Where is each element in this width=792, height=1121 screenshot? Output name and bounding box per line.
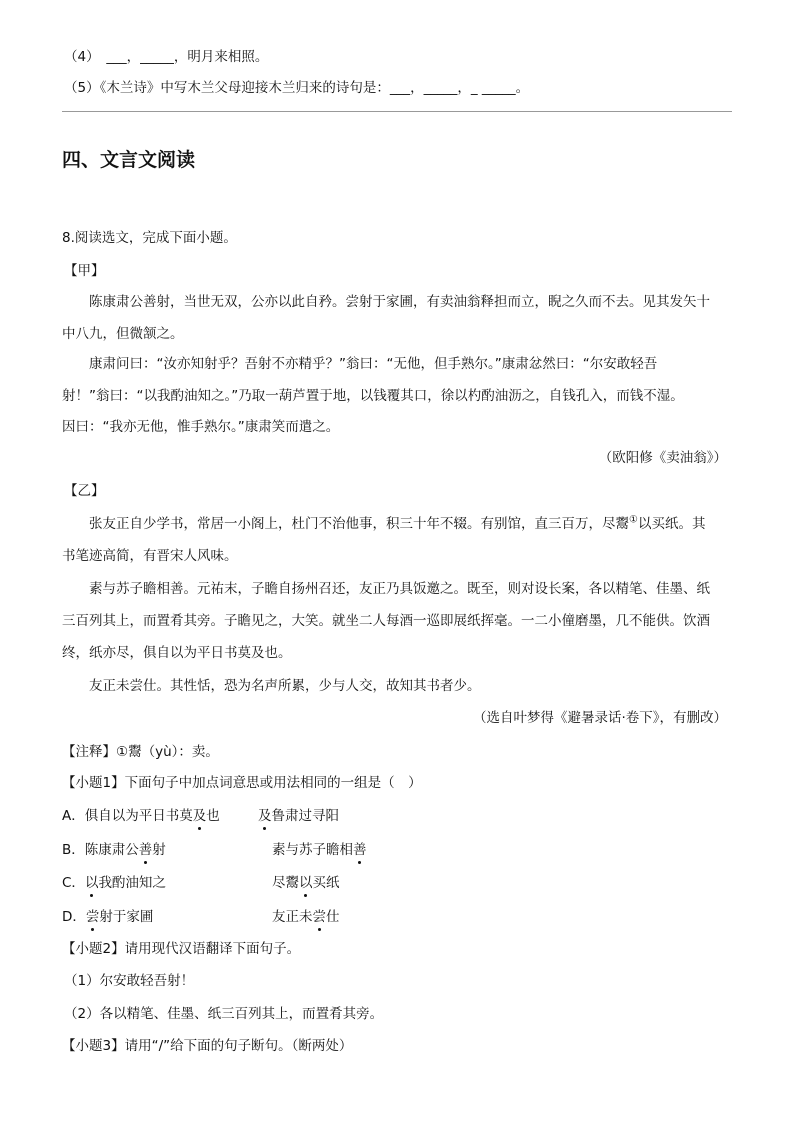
- passage-jia-source: （欧阳修《卖油翁》）: [598, 450, 727, 466]
- option-d-right: 友正未尝仕: [272, 909, 340, 925]
- section-title: 四、文言文阅读: [62, 149, 196, 171]
- passage-yi-line: 三百列其上，而置肴其旁。子瞻见之，大笑。就坐二人每酒一巡即展纸挥毫。一二小僮磨墨，几不能供。饮酒: [62, 613, 710, 629]
- fill-blank-item-4: （4） ___，_____，明月来相照。: [64, 49, 269, 65]
- passage-jia-line: 射！”翁曰：“以我酌油知之。”乃取一葫芦置于地，以钱覆其口，徐以杓酌油沥之，自钱孔入，而钱不湿。: [62, 388, 684, 404]
- passage-jia-line: 陈康肃公善射，当世无双，公亦以此自矜。尝射于家圃，有卖油翁释担而立，睨之久而不去。见其发矢十: [89, 294, 710, 310]
- passage-jia-label: 【甲】: [64, 263, 105, 279]
- question-intro: 8.阅读选文，完成下面小题。: [62, 230, 237, 246]
- passage-yi-source: （选自叶梦得《避暑录话·卷下》，有删改）: [472, 710, 727, 726]
- passage-yi-line: 张友正自少学书，常居一小阁上，杜门不治他事，积三十年不辍。有别馆，直三百万，尽鬻①以买纸。其: [89, 514, 706, 532]
- passage-yi-label: 【乙】: [64, 483, 105, 499]
- option-c: C．以我酌油知之: [62, 875, 166, 891]
- passage-yi-line: 友正未尝仕。其性恬，恐为名声所累，少与人交，故知其书者少。: [89, 678, 481, 694]
- option-c-right: 尽鬻以买纸: [272, 875, 340, 891]
- sub-question-3-stem: 【小题3】请用“/”给下面的句子断句。（断两处）: [62, 1038, 353, 1054]
- footnote-marker: ①: [629, 514, 638, 526]
- passage-yi-line: 素与苏子瞻相善。元祐末，子瞻自扬州召还，友正乃具饭邀之。既至，则对设长案，各以精笔、佳墨、纸: [89, 581, 710, 597]
- translation-item-1: （1）尔安敢轻吾射！: [64, 973, 195, 989]
- fill-blank-item-5: （5）《木兰诗》中写木兰父母迎接木兰归来的诗句是：___，_____，_ _____。: [64, 80, 530, 96]
- option-b-right: 素与苏子瞻相善: [272, 842, 367, 858]
- passage-jia-line: 因曰：“我亦无他，惟手熟尔。”康肃笑而遣之。: [62, 419, 340, 435]
- sub-question-1-stem: 【小题1】下面句子中加点词意思或用法相同的一组是（ ）: [62, 775, 422, 791]
- passage-yi-line: 书笔迹高简，有晋宋人风味。: [62, 548, 238, 564]
- passage-jia-line: 康肃问曰：“汝亦知射乎？吾射不亦精乎？”翁曰：“无他，但手熟尔。”康肃忿然曰：“尔安敢轻吾: [89, 356, 658, 372]
- section-divider: [62, 111, 732, 112]
- passage-yi-line: 终，纸亦尽，俱自以为平日书莫及也。: [62, 645, 292, 661]
- option-a-right: 及鲁肃过寻阳: [258, 808, 339, 824]
- option-b: B．陈康肃公善射: [62, 842, 166, 858]
- option-d: D．尝射于家圃: [62, 909, 154, 925]
- annotation-note: 【注释】①鬻（yù）：卖。: [62, 744, 219, 760]
- sub-question-2-stem: 【小题2】请用现代汉语翻译下面句子。: [62, 941, 301, 957]
- passage-jia-line: 中八九，但微颔之。: [62, 326, 184, 342]
- translation-item-2: （2）各以精笔、佳墨、纸三百列其上，而置肴其旁。: [64, 1006, 384, 1022]
- option-a: A．俱自以为平日书莫及也: [62, 808, 220, 824]
